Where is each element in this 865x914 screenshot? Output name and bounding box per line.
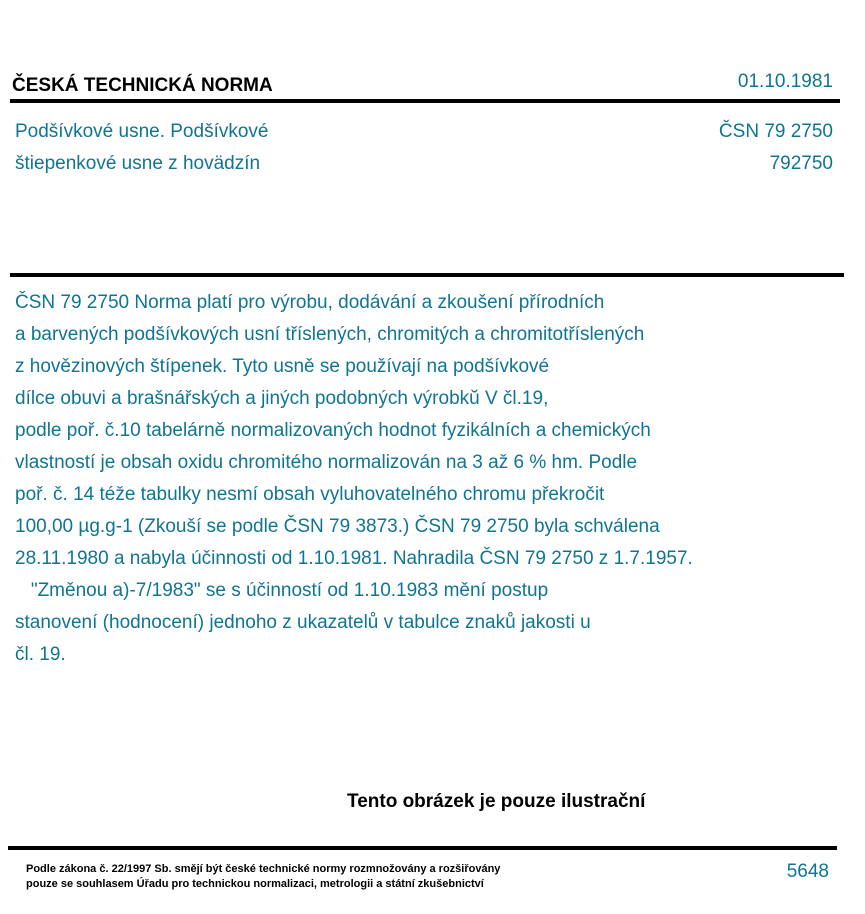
- illustration-note: Tento obrázek je pouze ilustrační: [347, 791, 646, 812]
- abstract-line: podle poř. č.10 tabelárně normalizovaných hodnot fyzikálních a chemických: [15, 420, 651, 441]
- standard-number: 792750: [769, 153, 833, 174]
- abstract-line: "Změnou a)-7/1983" se s účinností od 1.10.1983 mění postup: [15, 580, 549, 601]
- abstract-line: z hovězinových štípenek. Tyto usně se používají na podšívkové: [15, 356, 550, 377]
- document-title-line: štiepenkové usne z hovädzín: [15, 153, 261, 174]
- abstract-line: 28.11.1980 a nabyla účinnosti od 1.10.1981. Nahradila ČSN 79 2750 z 1.7.1957.: [15, 548, 693, 569]
- legal-notice-line: pouze se souhlasem Úřadu pro technickou normalizaci, metrologii a státní zkušebnictví: [26, 878, 484, 890]
- abstract-line: ČSN 79 2750 Norma platí pro výrobu, dodávání a zkoušení přírodních: [15, 292, 605, 313]
- middle-divider: [10, 273, 844, 277]
- abstract-line: a barvených podšívkových usní tříslených, chromitých a chromitotříslených: [15, 324, 645, 345]
- document-codes: [719, 116, 833, 180]
- abstract-text: [15, 287, 805, 671]
- abstract-line: stanovení (hodnocení) jednoho z ukazatelů v tabulce znaků jakosti u: [15, 612, 591, 633]
- document-title: [15, 116, 268, 180]
- abstract-line: 100,00 µg.g-1 (Zkouší se podle ČSN 79 3873.) ČSN 79 2750 byla schválena: [15, 516, 660, 537]
- bottom-divider: [8, 846, 837, 850]
- legal-notice-line: Podle zákona č. 22/1997 Sb. smějí být české technické normy rozmnožovány a rozšiřovány: [26, 863, 501, 875]
- effective-date: 01.10.1981: [737, 71, 833, 92]
- document-title-line: Podšívkové usne. Podšívkové: [15, 121, 269, 142]
- legal-notice: [26, 862, 500, 892]
- abstract-line: vlastností je obsah oxidu chromitého normalizován na 3 až 6 % hm. Podle: [15, 452, 638, 473]
- abstract-line: dílce obuvi a brašnářských a jiných podobných výrobkŭ V čl.19,: [15, 388, 549, 409]
- top-divider: [10, 99, 840, 103]
- abstract-line: poř. č. 14 téže tabulky nesmí obsah vyluhovatelného chromu překročit: [15, 484, 605, 505]
- standard-header-title: ČESKÁ TECHNICKÁ NORMA: [12, 75, 273, 96]
- abstract-line: čl. 19.: [15, 644, 66, 665]
- standard-code: ČSN 79 2750: [718, 121, 833, 142]
- catalog-number: 5648: [786, 861, 829, 882]
